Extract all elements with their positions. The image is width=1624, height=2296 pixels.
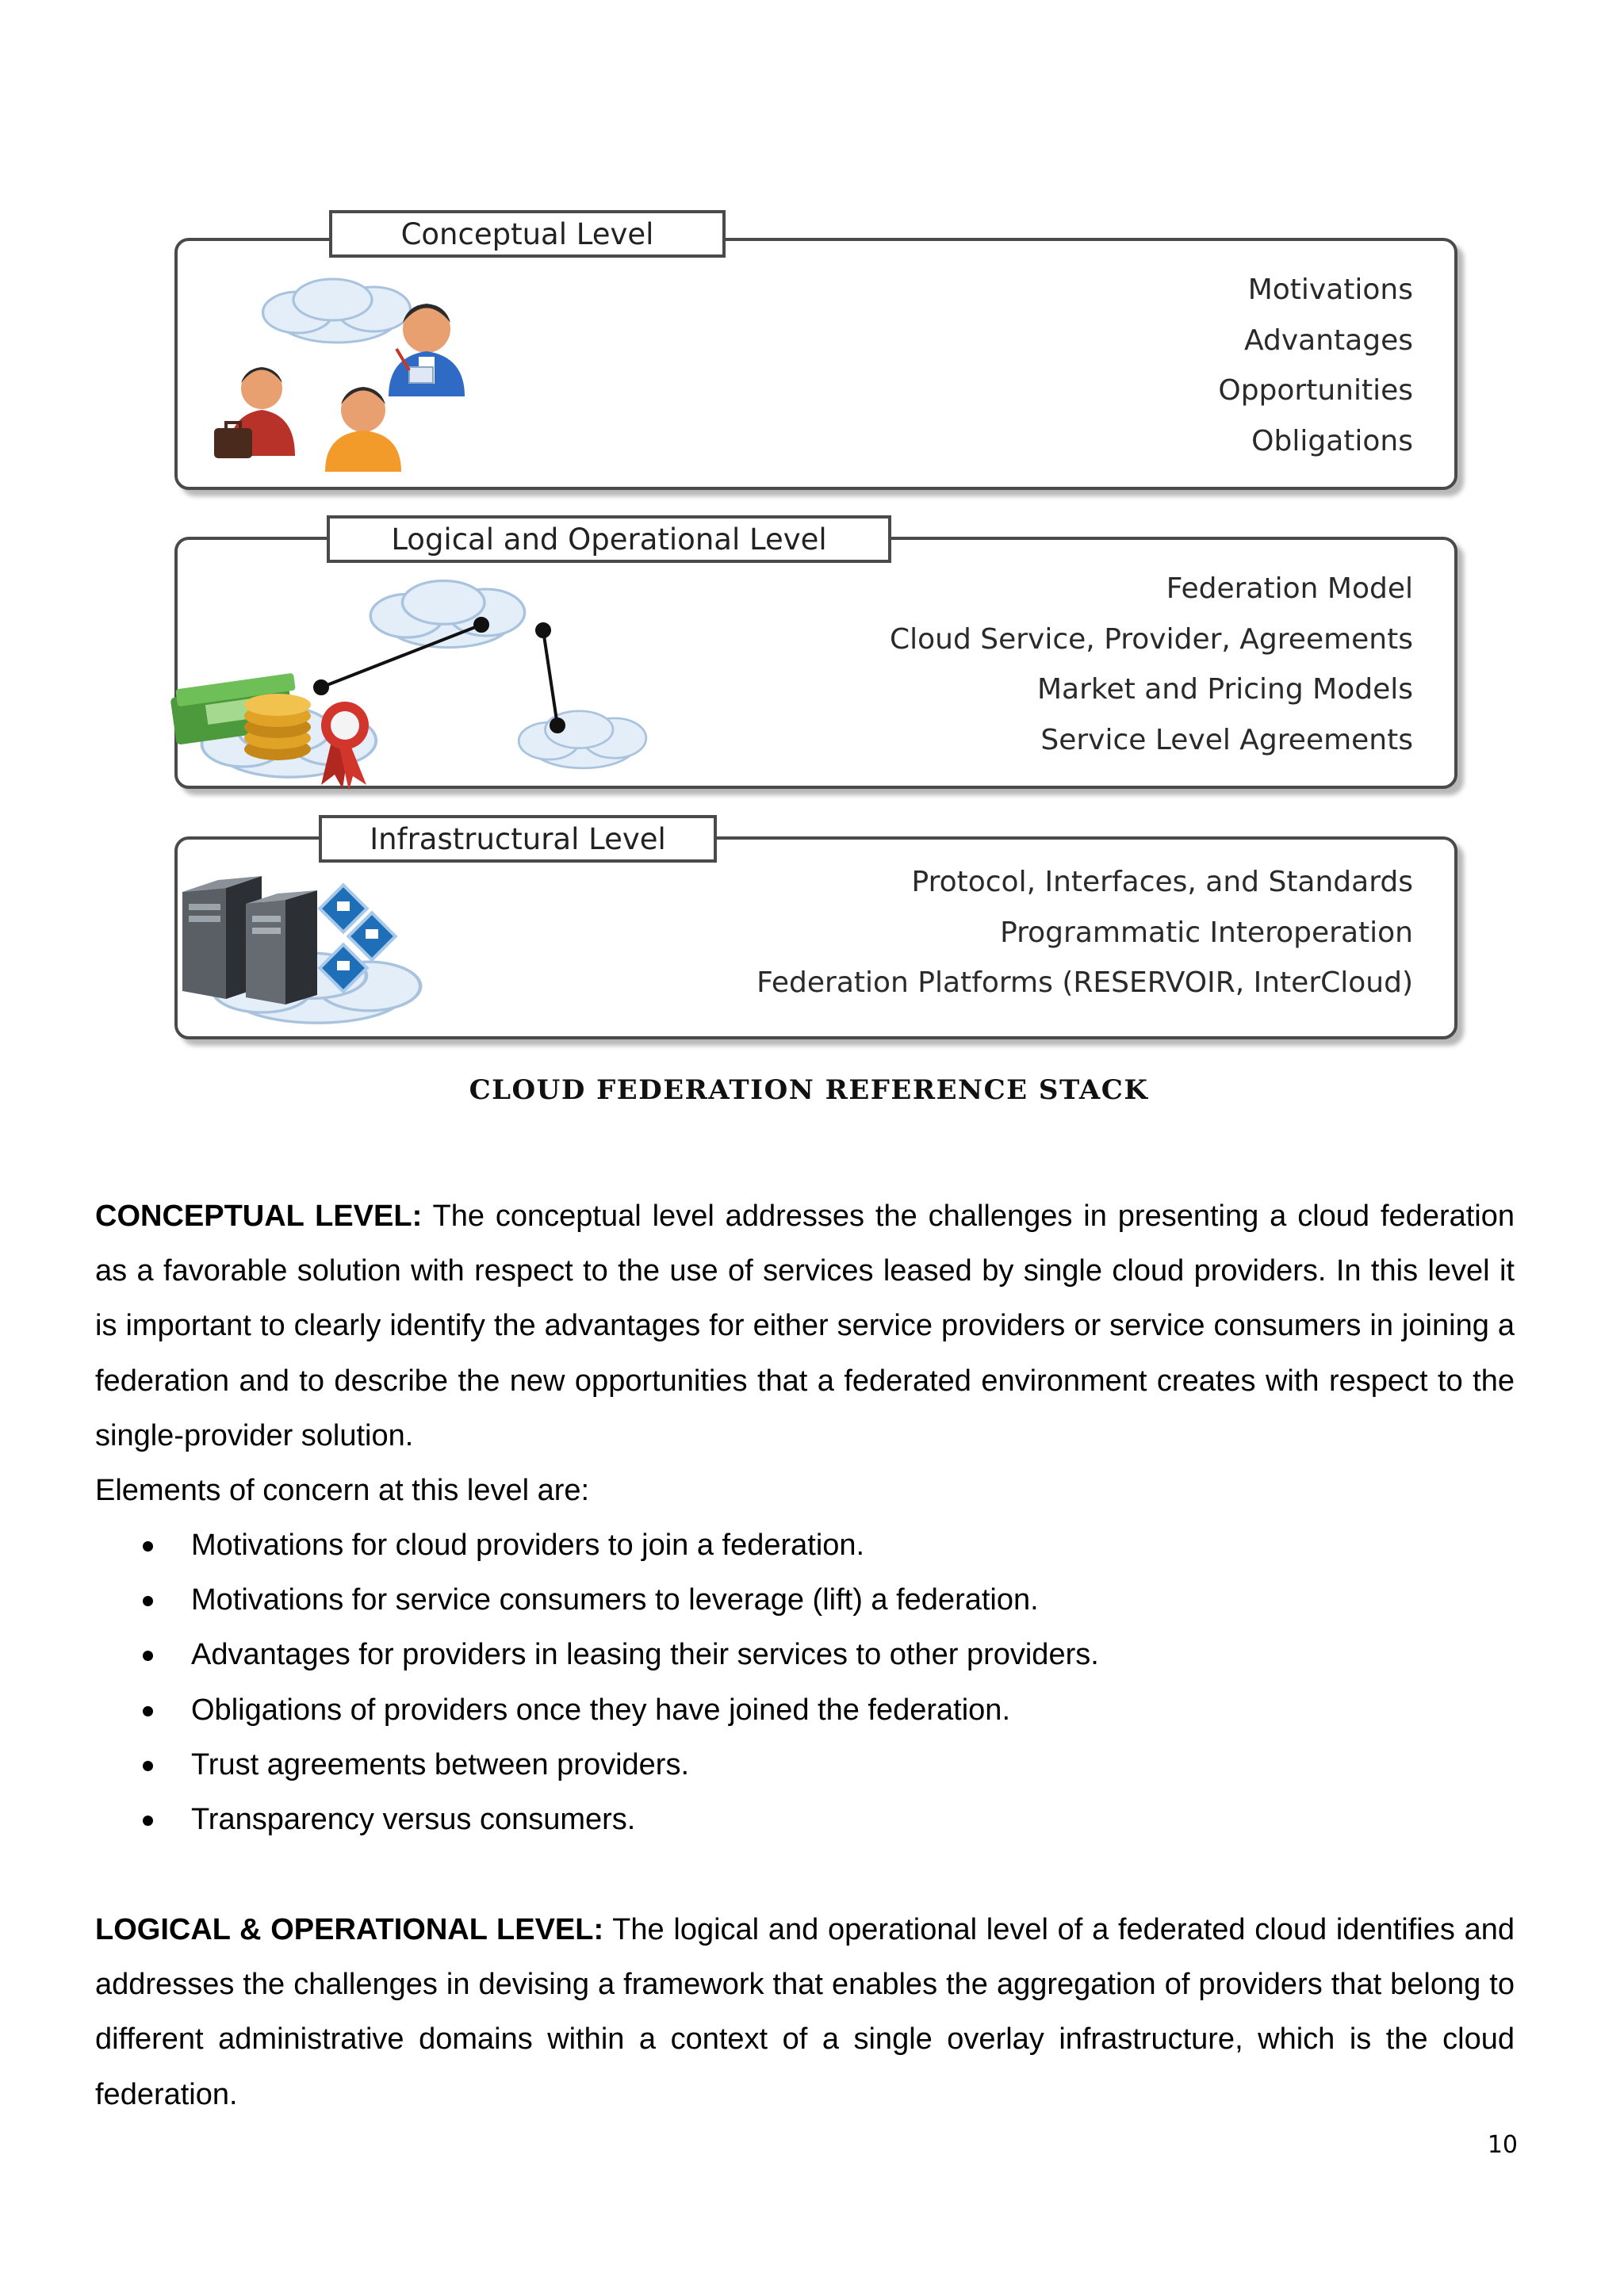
logical-text: The logical and operational level of a federated cloud identifies and addresses the challenges in devising a framework that enables the aggregation of providers that belong to different administrative domains within a context of a single overlay infrastructure, which is the cloud federation. xyxy=(95,1913,1515,2111)
conceptual-text: The conceptual level addresses the challenges in presenting a cloud federation as a favorable solution with respect to the use of services leased by single cloud providers. In this level it is important to clearly identify the advantages for either service providers or service consumers in joining a federation and to describe the new opportunities that a federated environment creates with respect to the single-provider solution. xyxy=(95,1200,1515,1452)
level-item: Market and Pricing Models xyxy=(1037,673,1413,706)
conceptual-clouds-icon xyxy=(263,279,411,342)
server-tower-icon xyxy=(182,876,317,1004)
list-item: Motivations for service consumers to leverage (lift) a federation. xyxy=(95,1573,1515,1628)
level-item: Motivations xyxy=(1247,274,1413,306)
level-item: Federation Platforms (RESERVOIR, InterCloud) xyxy=(756,966,1413,999)
person-orange-icon xyxy=(325,387,401,472)
level-item: Opportunities xyxy=(1218,374,1413,407)
figure-caption: CLOUD FEDERATION REFERENCE STACK xyxy=(469,1074,1149,1106)
bullet-icon xyxy=(143,1761,153,1771)
list-item: Transparency versus consumers. xyxy=(95,1793,1515,1847)
level-item: Service Level Agreements xyxy=(1040,723,1413,756)
logical-paragraph xyxy=(95,1903,1515,2122)
level-item: Cloud Service, Provider, Agreements xyxy=(889,622,1413,656)
level-item: Programmatic Interoperation xyxy=(1000,916,1413,949)
bullet-icon xyxy=(143,1651,153,1661)
page-number: 10 xyxy=(1487,2131,1518,2159)
logical-level-title: Logical and Operational Level xyxy=(327,515,891,563)
conceptual-paragraph xyxy=(95,1189,1515,1464)
infrastructural-level-title: Infrastructural Level xyxy=(319,815,717,863)
coins-stack-icon xyxy=(244,694,311,760)
business-person-briefcase-icon xyxy=(214,367,295,458)
conceptual-bullet-list xyxy=(95,1518,1515,1847)
conceptual-heading: CONCEPTUAL LEVEL: xyxy=(95,1200,423,1233)
clip-art-layer xyxy=(159,202,1459,1074)
bullet-icon xyxy=(143,1816,153,1826)
level-item: Obligations xyxy=(1251,424,1413,457)
level-item: Protocol, Interfaces, and Standards xyxy=(911,866,1413,898)
list-item: Motivations for cloud providers to join a federation. xyxy=(95,1518,1515,1573)
conceptual-level-title: Conceptual Level xyxy=(329,210,726,258)
list-item: Trust agreements between providers. xyxy=(95,1738,1515,1793)
cloud-federation-figure xyxy=(159,202,1459,1126)
level-item: Federation Model xyxy=(1166,572,1413,605)
list-item: Advantages for providers in leasing their services to other providers. xyxy=(95,1628,1515,1682)
logical-heading: LOGICAL & OPERATIONAL LEVEL: xyxy=(95,1913,604,1946)
level-item: Advantages xyxy=(1244,323,1413,357)
elements-intro: Elements of concern at this level are: xyxy=(95,1474,590,1507)
bullet-icon xyxy=(143,1596,153,1606)
bullet-icon xyxy=(143,1541,153,1552)
bullet-icon xyxy=(143,1706,153,1716)
list-item: Obligations of providers once they have joined the federation. xyxy=(95,1683,1515,1738)
